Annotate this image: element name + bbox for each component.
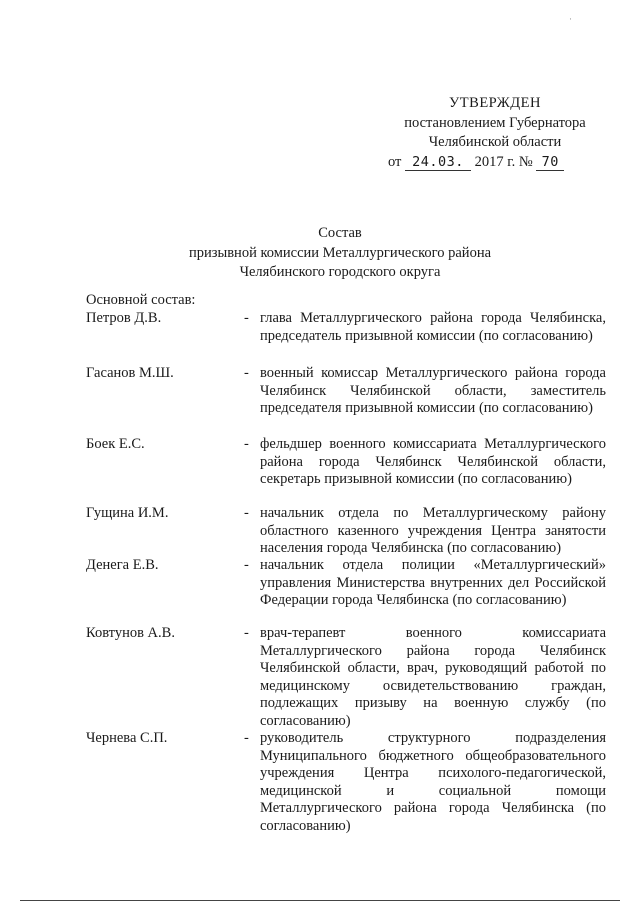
member-name: Боек Е.С.	[86, 436, 145, 452]
member-role: врач-терапевт военного комиссариата Металлургического района города Челябинск Челябинской области, врач, руководящий работой по медицинскому освидетельствованию граждан, подлежащих призыву на военную службу (по согласованию)	[260, 625, 606, 729]
page-bottom-rule	[20, 900, 620, 901]
member-dash: -	[244, 625, 249, 641]
member-name: Денега Е.В.	[86, 557, 159, 573]
handwritten-date: 24.03.	[405, 155, 471, 171]
member-role: военный комиссар Металлургического района города Челябинск Челябинской области, заместитель председателя призывной комиссии (по согласованию)	[260, 365, 606, 417]
member-name: Гущина И.М.	[86, 505, 169, 521]
title-line-1: Состав	[318, 225, 362, 241]
approval-block	[380, 94, 610, 172]
member-name: Чернева С.П.	[86, 730, 168, 746]
member-dash: -	[244, 365, 249, 381]
member-role: начальник отдела полиции «Металлургический» управления Министерства внутренних дел Российской Федерации города Челябинска (по согласованию)	[260, 557, 606, 609]
member-dash: -	[244, 730, 249, 746]
year-text: 2017 г. №	[474, 153, 533, 170]
scan-mark: ·	[569, 14, 572, 24]
member-role: руководитель структурного подразделения Муниципального бюджетного общеобразовательного учреждения Центра психолого-педагогической, медицинской и социальной помощи Металлургического района города Челябинска (по согласованию)	[260, 730, 606, 834]
member-dash: -	[244, 505, 249, 521]
document-title	[150, 224, 530, 283]
approval-dateline	[380, 153, 610, 173]
member-name: Гасанов М.Ш.	[86, 365, 174, 381]
title-line-2: призывной комиссии Металлургического района	[188, 244, 492, 261]
approval-line-2: Челябинской области	[428, 134, 562, 150]
title-line-3: Челябинского городского округа	[239, 264, 441, 280]
member-dash: -	[244, 436, 249, 452]
section-label: Основной состав:	[86, 292, 196, 308]
approval-line-1: постановлением Губернатора	[404, 114, 586, 131]
member-role: фельдшер военного комиссариата Металлургического района города Челябинск Челябинской области, секретарь призывной комиссии (по согласованию)	[260, 436, 606, 488]
member-role: глава Металлургического района города Челябинска, председатель призывной комиссии (по согласованию)	[260, 310, 606, 344]
member-dash: -	[244, 310, 249, 326]
member-role: начальник отдела по Металлургическому району областного казенного учреждения Центра занятости населения города Челябинска (по согласованию)	[260, 505, 606, 557]
member-dash: -	[244, 557, 249, 573]
date-prefix: от	[388, 153, 402, 170]
member-name: Петров Д.В.	[86, 310, 162, 326]
approval-heading: УТВЕРЖДЕН	[449, 95, 541, 111]
member-name: Ковтунов А.В.	[86, 625, 175, 641]
handwritten-number: 70	[536, 155, 564, 171]
